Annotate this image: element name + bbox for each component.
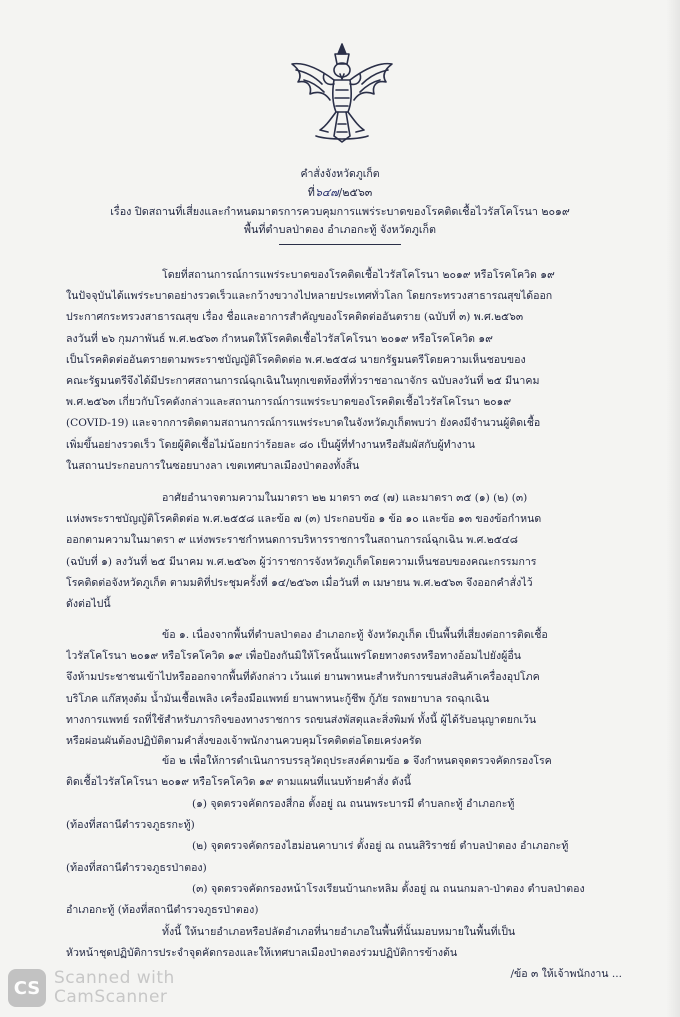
order-number-prefix: ที่: [307, 186, 315, 199]
paragraph-clause-1: [66, 625, 626, 752]
text-line: จึงห้ามประชาชนเข้าไปหรือออกจากพื้นที่ดังกล่าว เว้นแต่ ยานพาหนะสำหรับการขนส่งสินค้าเครื่องอุปโภค: [66, 671, 540, 684]
text-line: ติดเชื้อไวรัสโคโรนา ๒๐๑๙ หรือโรคโควิด ๑๙ ตามแผนที่แนบท้ายคำสั่ง ดังนี้: [66, 776, 412, 789]
text-line: เป็นโรคติดต่ออันตรายตามพระราชบัญญัติโรคติดต่อ พ.ศ.๒๕๕๘ นายกรัฐมนตรีโดยความเห็นชอบของ: [66, 353, 526, 366]
text-line: ดังต่อไปนี้: [66, 597, 111, 610]
text-line: ทั้งนี้ ให้นายอำเภอหรือปลัดอำเภอที่นายอำเภอในพื้นที่นั้นมอบหมายในพื้นที่เป็น: [162, 926, 516, 938]
text-line: ข้อ ๒ เพื่อให้การดำเนินการบรรลุวัตถุประสงค์ตามข้อ ๑ จึงกำหนดจุดตรวจคัดกรองโรค: [162, 755, 552, 767]
text-line: ประกาศกระทรวงสาธารณสุข เรื่อง ชื่อและอาการสำคัญของโรคติดต่ออันตราย (ฉบับที่ ๓) พ.ศ.๒๕๖๓: [66, 311, 524, 324]
text-line: เพิ่มขึ้นอย่างรวดเร็ว โดยผู้ติดเชื้อไม่น้อยกว่าร้อยละ ๘๐ เป็นผู้ที่ทำงานหรือสัมผัสกับผู้ทำงาน: [66, 438, 475, 451]
text-line: หัวหน้าชุดปฏิบัติการประจำจุดคัดกรองและให้เทศบาลเมืองป่าตองร่วมปฏิบัติการข้างต้น: [66, 947, 458, 960]
text-line: ออกตามความในมาตรา ๙ แห่งพระราชกำหนดการบริหารราชการในสถานการณ์ฉุกเฉิน พ.ศ.๒๕๔๘: [66, 534, 518, 547]
text-line: (ฉบับที่ ๑) ลงวันที่ ๒๕ มีนาคม พ.ศ.๒๕๖๓ ผู้ว่าราชการจังหวัดภูเก็ตโดยความเห็นชอบของคณะกรรมการ: [66, 555, 537, 568]
page-edge-shadow: [666, 0, 680, 1017]
text-line: อาศัยอำนาจตามความในมาตรา ๒๒ มาตรา ๓๔ (๗) และมาตรา ๓๕ (๑) (๒) (๓): [162, 492, 528, 504]
order-number: [0, 183, 680, 201]
paragraph-1: [66, 265, 626, 477]
list-item: อำเภอกะทู้ (ท้องที่สถานีตำรวจภูธรป่าตอง): [66, 903, 259, 916]
text-line: บริโภค แก๊สหุงต้ม น้ำมันเชื้อเพลิง เครื่องมือแพทย์ ยานพาหนะกู้ชีพ กู้ภัย รถพยาบาล รถฉุกเฉิน: [66, 692, 490, 705]
text-line: หรือผ่อนผันต้องปฏิบัติตามคำสั่งของเจ้าพนักงานควบคุมโรคติดต่อโดยเคร่งครัด: [66, 734, 422, 747]
text-line: ข้อ ๑. เนื่องจากพื้นที่ตำบลป่าตอง อำเภอกะทู้ จังหวัดภูเก็ต เป็นพื้นที่เสี่ยงต่อการติดเชื้อ: [162, 629, 548, 641]
text-line: ลงวันที่ ๒๖ กุมภาพันธ์ พ.ศ.๒๕๖๓ กำหนดให้โรคติดเชื้อไวรัสโคโรนา ๒๐๑๙ หรือโรคโควิด ๑๙: [66, 332, 493, 345]
paragraph-clause-2: [66, 751, 626, 793]
paragraph-2: [66, 488, 626, 615]
text-line: โรคติดต่อจังหวัดภูเก็ต ตามมติที่ประชุมครั้งที่ ๑๔/๒๕๖๓ เมื่อวันที่ ๓ เมษายน พ.ศ.๒๕๖๓ จึงออกคำสั่งไว้: [66, 576, 533, 589]
watermark-line-2: CamScanner: [54, 987, 168, 1007]
list-item: (๑) จุดตรวจคัดกรองสี่กอ ตั้งอยู่ ณ ถนนพระบารมี ตำบลกะทู้ อำเภอกะทู้: [192, 798, 515, 810]
order-title: คำสั่งจังหวัดภูเก็ต: [300, 168, 380, 180]
text-line: ไวรัสโคโรนา ๒๐๑๙ หรือโรคโควิด ๑๙ เพื่อป้องกันมิให้โรคนั้นแพร่โดยทางตรงหรือทางอ้อมไปยังผู้อื่น: [66, 650, 521, 663]
camscanner-watermark: [8, 966, 175, 1010]
list-item: (ท้องที่สถานีตำรวจภูธรป่าตอง): [66, 861, 207, 874]
text-line: ในปัจจุบันได้แพร่ระบาดอย่างรวดเร็วและกว้างขวางไปหลายประเทศทั่วโลก โดยกระทรวงสาธารณสุขได้ออก: [66, 290, 553, 303]
text-line: โดยที่สถานการณ์การแพร่ระบาดของโรคติดเชื้อไวรัสโคโรนา ๒๐๑๙ หรือโรคโควิด ๑๙: [162, 269, 555, 281]
continuation-note: /ข้อ ๓ ให้เจ้าพนักงาน ...: [510, 968, 622, 981]
camscanner-logo-icon: CS: [8, 969, 46, 1007]
text-line: คณะรัฐมนตรีจึงได้มีประกาศสถานการณ์ฉุกเฉินในทุกเขตท้องที่ทั่วราชอาณาจักร ฉบับลงวันที่ ๒๕ มีนาคม: [66, 374, 540, 387]
text-line: แห่งพระราชบัญญัติโรคติดต่อ พ.ศ.๒๕๕๘ และข้อ ๗ (๓) ประกอบข้อ ๑ ข้อ ๑๐ และข้อ ๑๓ ของข้อกำหนด: [66, 513, 542, 526]
header-divider: [279, 244, 401, 245]
text-line: (COVID-19) และจากการติดตามสถานการณ์การแพร่ระบาดในจังหวัดภูเก็ตพบว่า ยังคงมีจำนวนผู้ติดเชื้อ: [66, 417, 541, 430]
garuda-emblem-icon: [288, 40, 396, 146]
text-line: ทางการแพทย์ รถที่ใช้สำหรับภารกิจของทางราชการ รถขนส่งพัสดุและสิ่งพิมพ์ ทั้งนี้ ผู้ได้รับอนุญาตยกเว้น: [66, 713, 537, 726]
text-line: พ.ศ.๒๕๖๓ เกี่ยวกับโรคดังกล่าวและสถานการณ์การแพร่ระบาดของโรคติดเชื้อไวรัสโคโรนา ๒๐๑๙: [66, 396, 512, 409]
subject-line-2: พื้นที่ตำบลป่าตอง อำเภอกะทู้ จังหวัดภูเก็ต: [243, 223, 437, 236]
order-number-handwritten: ๖๔๗: [314, 186, 339, 199]
list-item: (๒) จุดตรวจคัดกรองไฮม่อนคาบาเร่ ตั้งอยู่ ณ ถนนสิริราชย์ ตำบลป่าตอง อำเภอกะทู้: [192, 840, 569, 853]
list-item: (ท้องที่สถานีตำรวจภูธรกะทู้): [66, 819, 195, 832]
order-number-suffix: /๒๕๖๓: [338, 186, 373, 199]
checkpoint-list: [66, 794, 626, 921]
list-item: (๓) จุดตรวจคัดกรองหน้าโรงเรียนบ้านกะหลิม ตั้งอยู่ ณ ถนนกมลา-ป่าตอง ตำบลป่าตอง: [192, 882, 585, 895]
watermark-line-1: Scanned with: [54, 968, 175, 988]
subject-line-1: เรื่อง ปิดสถานที่เสี่ยงและกำหนดมาตรการควบคุมการแพร่ระบาดของโรคติดเชื้อไวรัสโคโรนา ๒๐๑๙: [110, 205, 570, 218]
text-line: ในสถานประกอบการในซอยบางลา เขตเทศบาลเมืองป่าตองทั้งสิ้น: [66, 459, 360, 472]
